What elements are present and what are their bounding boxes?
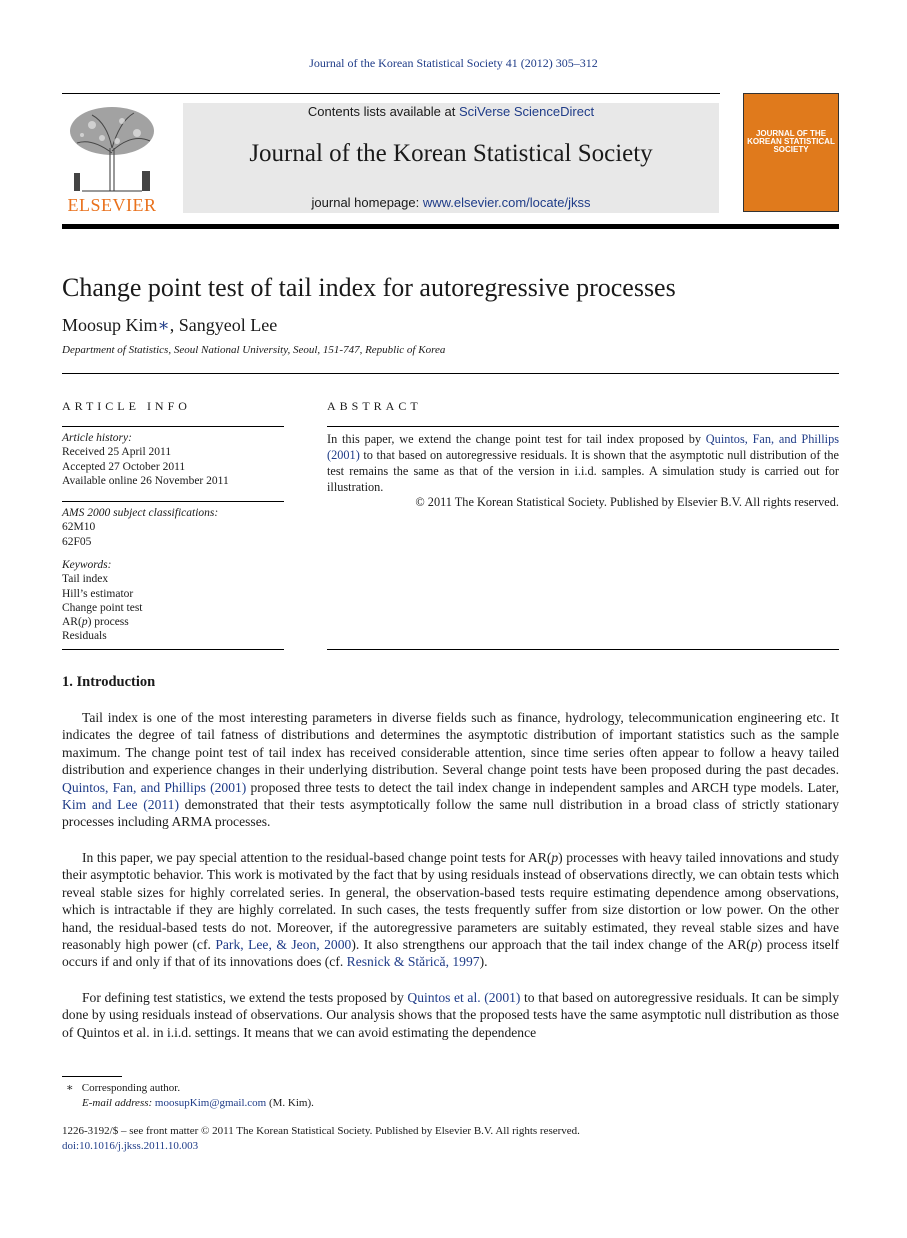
divider [327,426,839,427]
paragraph: In this paper, we pay special attention to the residual-based change point tests for AR(p) processes with heavy tailed innovations and study their asymptotic behavior. This work is motivated by the fact that by using residuals instead of observations directly, we can obtain tests which reveal stable sizes for highly correlated series. In general, the observation-based tests require estimating dependence among observations, which is intractable if they are highly correlated. In such cases, the tests frequently suffer from size distortion or low power. On the other hand, the residual-based tests do not. Moreover, if the autoregressive parameters are suitably estimated, they reveal stable sizes and have reasonably high power (cf. Park, Lee, & Jeon, 2000). It also strengthens our approach that the tail index change of the AR(p) process itself occurs if and only if that of its innovations does (cf. Resnick & Stărică, 1997). [62,850,840,970]
divider [62,501,284,502]
divider [62,649,284,650]
footnote-rule [62,1076,122,1077]
footnote-email: E-mail address: moosupKim@gmail.com (M. Kim). [82,1097,314,1109]
article-info-heading: ARTICLE INFO [62,399,191,413]
cover-title: JOURNAL OF THE KOREAN STATISTICAL SOCIETY [747,129,835,154]
header-thick-rule [62,224,839,229]
corresponding-author-mark[interactable]: ∗ [157,315,170,335]
sciencedirect-link[interactable]: SciVerse ScienceDirect [458,104,595,119]
citation-link[interactable]: Quintos, Fan, and Phillips (2001) [327,432,839,462]
keyword: Residuals [62,630,107,643]
citation-link[interactable]: Quintos, Fan, and Phillips (2001) [62,779,247,795]
divider [62,426,284,427]
header-rule [62,93,720,94]
paragraph: For defining test statistics, we extend the tests proposed by Quintos et al. (2001) to that based on autoregressive residuals. It can be simply done by using residuals instead of observations. Our analysis shows that the proposed tests have the same asymptotic null distribution as those of Quintos et al. in i.i.d. settings. It means that we can avoid estimating the dependence [62,990,839,1040]
keyword: Tail index [62,573,109,586]
journal-title: Journal of the Korean Statistical Society [249,140,653,167]
citation-link[interactable]: Quintos et al. (2001) [407,990,521,1005]
affiliation: Department of Statistics, Seoul National University, Seoul, 151-747, Republic of Korea [62,344,446,356]
abstract-text: In this paper, we extend the change point test for tail index proposed by Quintos, Fan, and Phillips (2001) to that based on autoregressive residuals. It is shown that the asymptotic null distribution of the test remains the same as that of the version in i.i.d. samples. A simulation study is carried out for illustration. [327,432,839,494]
doi-link[interactable]: doi:10.1016/j.jkss.2011.10.003 [62,1140,199,1152]
divider [62,373,839,374]
keyword: AR(p) process [62,616,129,629]
footnote-corresponding: ∗ Corresponding author. [66,1082,181,1094]
ams-classifications: AMS 2000 subject classifications: 62M10 62F05 [62,507,219,548]
article-history: Article history: Received 25 April 2011 Accepted 27 October 2011 Available online 26 November 2011 [62,432,229,487]
keyword: Change point test [62,601,143,614]
homepage-link[interactable]: www.elsevier.com/locate/jkss [422,195,591,210]
citation-link[interactable]: Park, Lee, & Jeon, 2000 [215,937,352,953]
citation-link[interactable]: Resnick & Stărică, 1997 [346,954,480,970]
paragraph: Tail index is one of the most interesting parameters in diverse fields such as finance, hydrology, telecommunication engineering etc. It indicates the degree of tail fatness of distributions and determines the asymptotic distribution of important statistics such as the sample maximum. The change point test of tail index has received considerable attention, since time series often appear to follow a heavy tailed distribution and experience changes in their underlying distribution. Several change point tests have been proposed during the past decades. Quintos, Fan, and Phillips (2001) proposed three tests to detect the tail index change in independent samples and ARCH type models. Later, Kim and Lee (2011) demonstrated that their tests asymptotically follow the same null distribution in a broad class of strictly stationary processes including ARMA processes. [62,710,839,830]
divider [327,649,839,650]
citation-link[interactable]: Kim and Lee (2011) [62,797,179,813]
abstract-heading: ABSTRACT [327,399,422,413]
homepage-line: journal homepage: www.elsevier.com/locate/jkss [311,195,591,210]
keywords: Keywords: Tail index Hill’s estimator Change point test AR(p) process Residuals [62,559,143,643]
keyword: Hill’s estimator [62,587,134,600]
article-title: Change point test of tail index for autoregressive processes [62,273,676,302]
journal-reference[interactable]: Journal of the Korean Statistical Society 41 (2012) 305–312 [309,56,598,70]
issn-line: 1226-3192/$ – see front matter © 2011 The Korean Statistical Society. Published by Elsevier B.V. All rights reserved. [62,1125,580,1137]
authors: Moosup Kim∗, Sangyeol Lee [62,315,278,335]
contents-line: Contents lists available at SciVerse ScienceDirect [307,104,595,119]
publisher-name: ELSEVIER [67,195,157,215]
email-link[interactable]: moosupKim@gmail.com [154,1097,267,1109]
abstract-copyright: © 2011 The Korean Statistical Society. Published by Elsevier B.V. All rights reserved. [415,495,839,509]
section-heading: 1. Introduction [62,674,156,690]
